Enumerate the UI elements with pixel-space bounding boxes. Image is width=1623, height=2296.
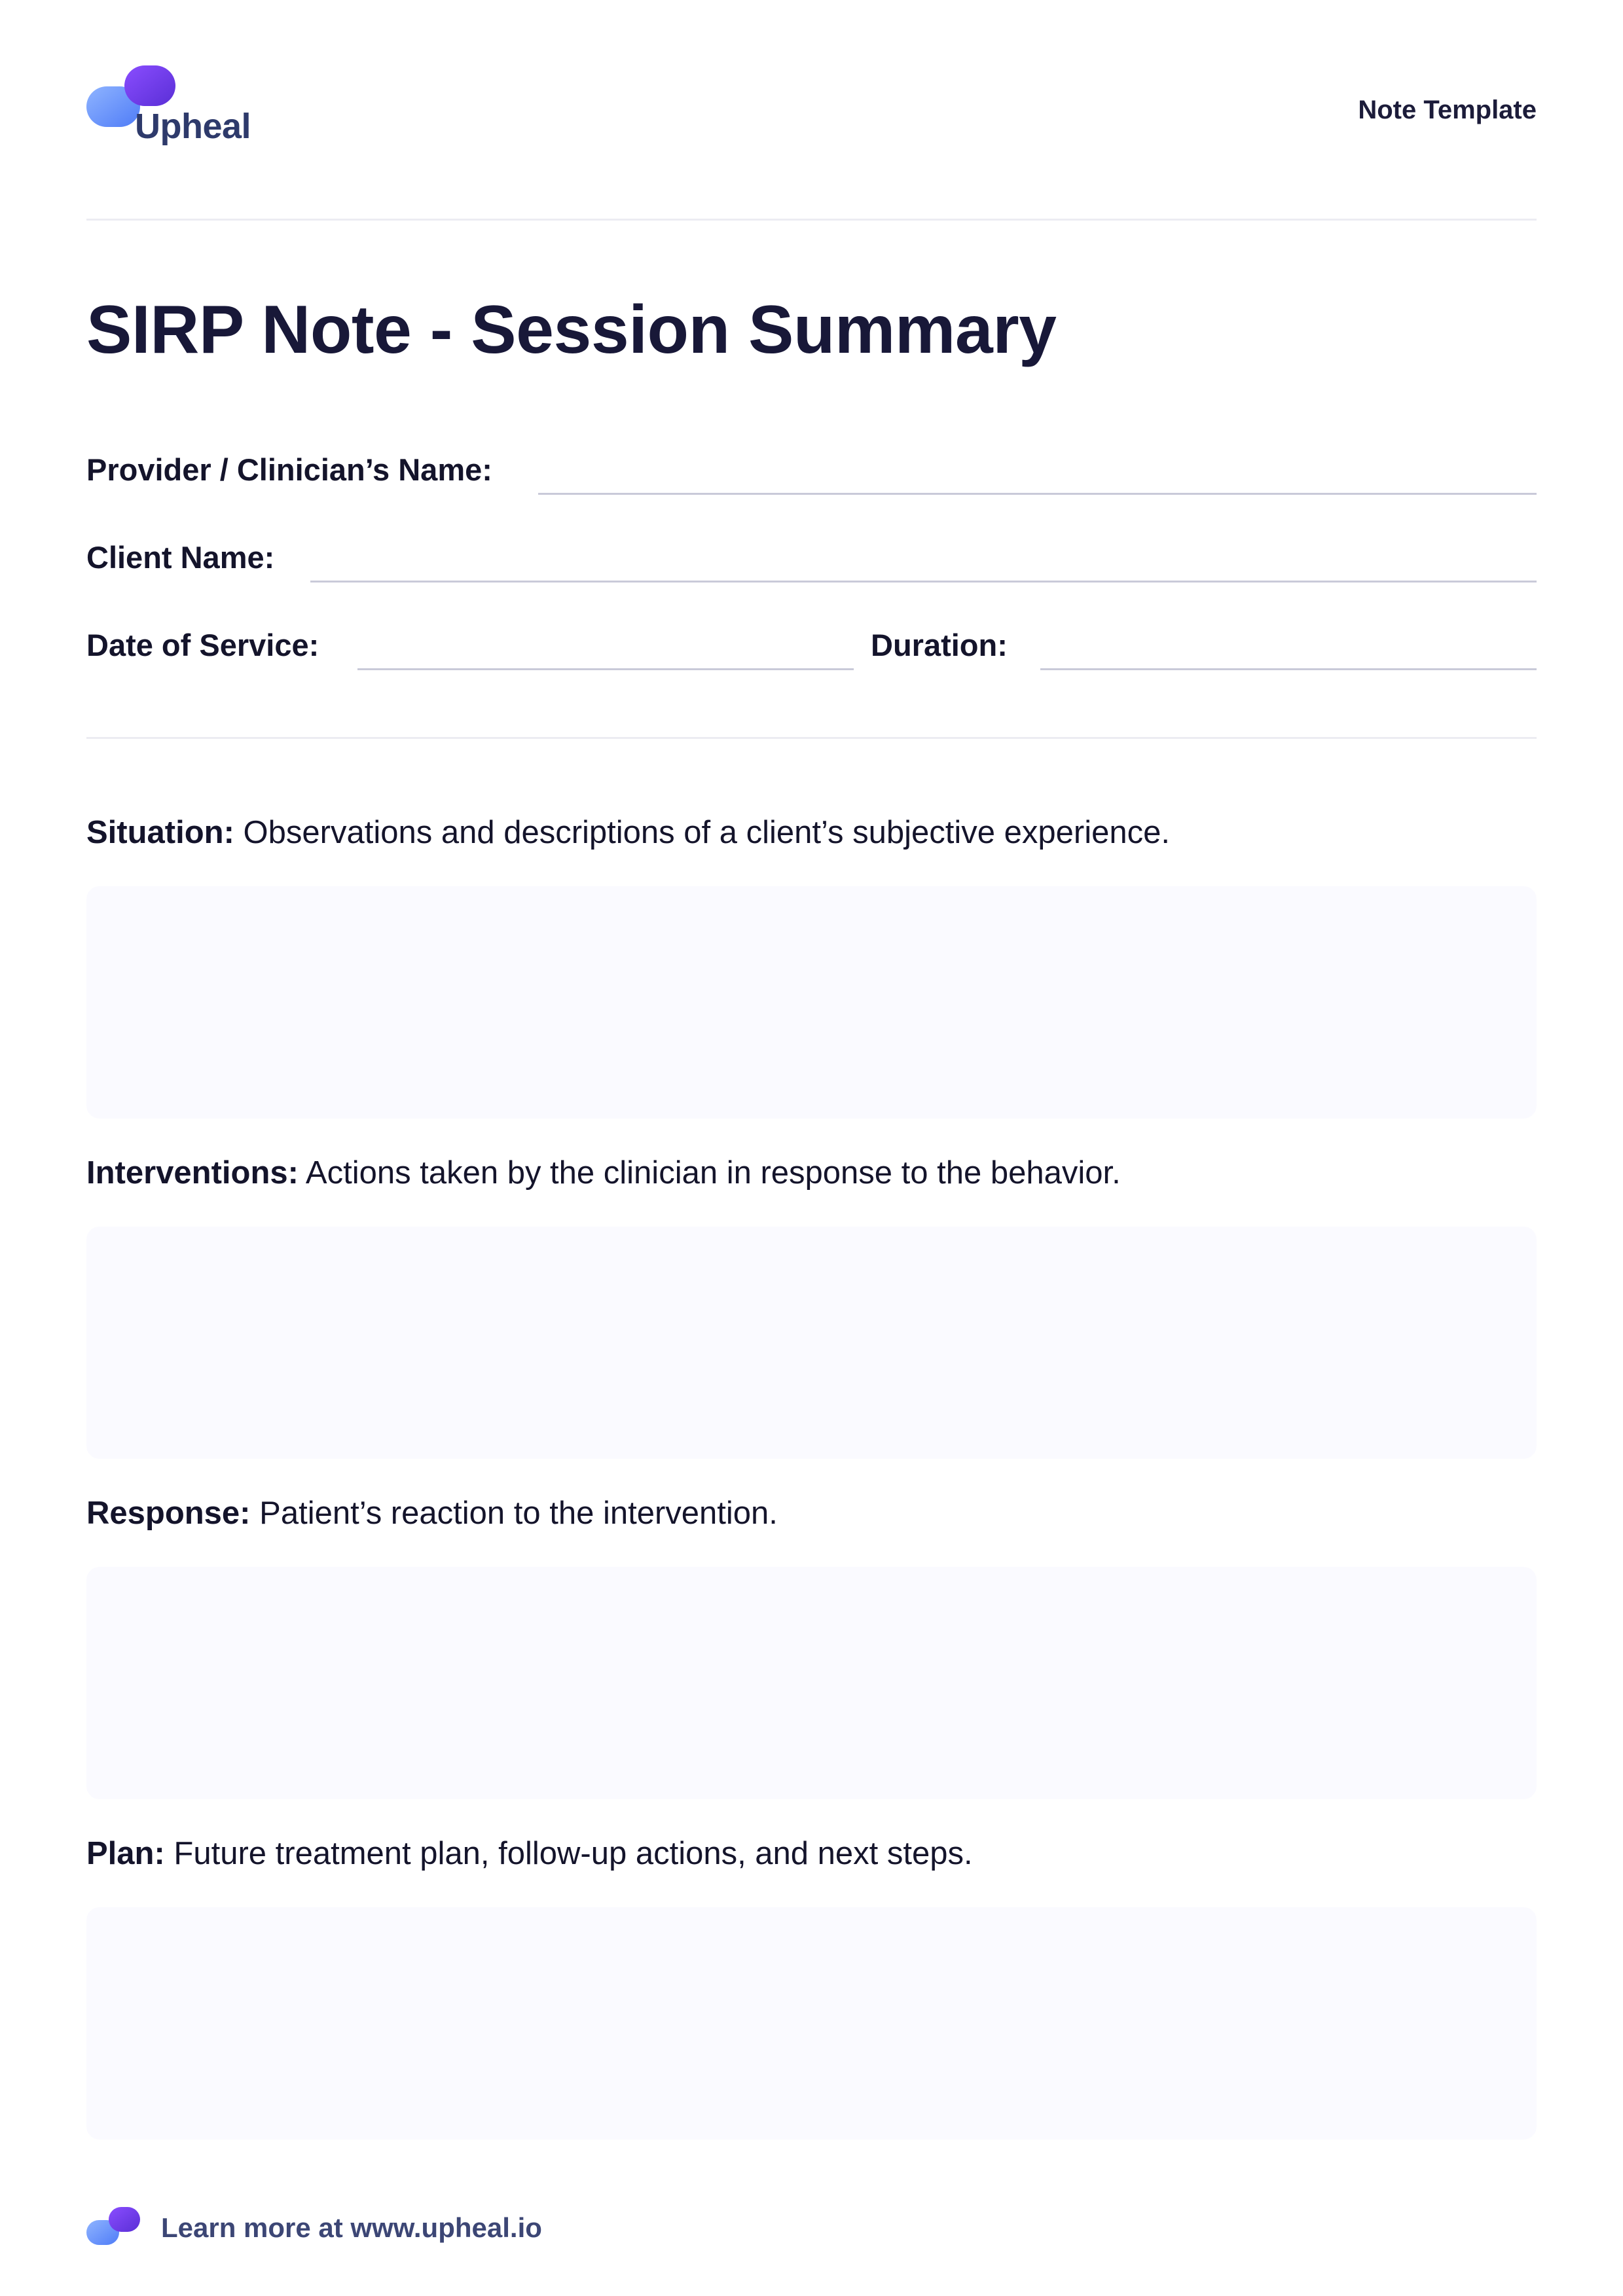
situation-textarea[interactable] [86, 886, 1537, 1119]
footer-link[interactable]: Learn more at www.upheal.io [161, 2212, 542, 2243]
response-textarea[interactable] [86, 1567, 1537, 1799]
response-prompt [86, 1495, 778, 1532]
plan-prompt [86, 1835, 973, 1872]
header-divider [86, 219, 1537, 221]
note-template-tag: Note Template [1358, 96, 1537, 124]
response-heading: Response: [86, 1496, 251, 1531]
logo-wordmark: Upheal [135, 107, 251, 146]
interventions-prompt [86, 1155, 1121, 1191]
interventions-heading: Interventions: [86, 1155, 299, 1191]
provider-name-field[interactable] [538, 493, 1537, 495]
footer-logo-icon [86, 2206, 141, 2249]
duration-field[interactable] [1040, 668, 1537, 670]
situation-prompt [86, 814, 1170, 851]
plan-textarea[interactable] [86, 1907, 1537, 2140]
client-name-label: Client Name: [86, 540, 275, 575]
situation-heading: Situation: [86, 815, 234, 850]
client-name-field[interactable] [310, 581, 1537, 583]
plan-description: Future treatment plan, follow-up actions, and next steps. [173, 1836, 973, 1871]
date-of-service-field[interactable] [357, 668, 854, 670]
page-title: SIRP Note - Session Summary [86, 292, 1057, 368]
situation-description: Observations and descriptions of a client’s subjective experience. [243, 815, 1170, 850]
fields-divider [86, 737, 1537, 739]
plan-heading: Plan: [86, 1836, 165, 1871]
provider-name-label: Provider / Clinician’s Name: [86, 452, 492, 487]
duration-label: Duration: [871, 628, 1008, 662]
response-description: Patient’s reaction to the intervention. [259, 1496, 778, 1531]
date-of-service-label: Date of Service: [86, 628, 319, 662]
interventions-description: Actions taken by the clinician in response to the behavior. [305, 1155, 1121, 1191]
upheal-logo [86, 63, 283, 154]
interventions-textarea[interactable] [86, 1227, 1537, 1459]
